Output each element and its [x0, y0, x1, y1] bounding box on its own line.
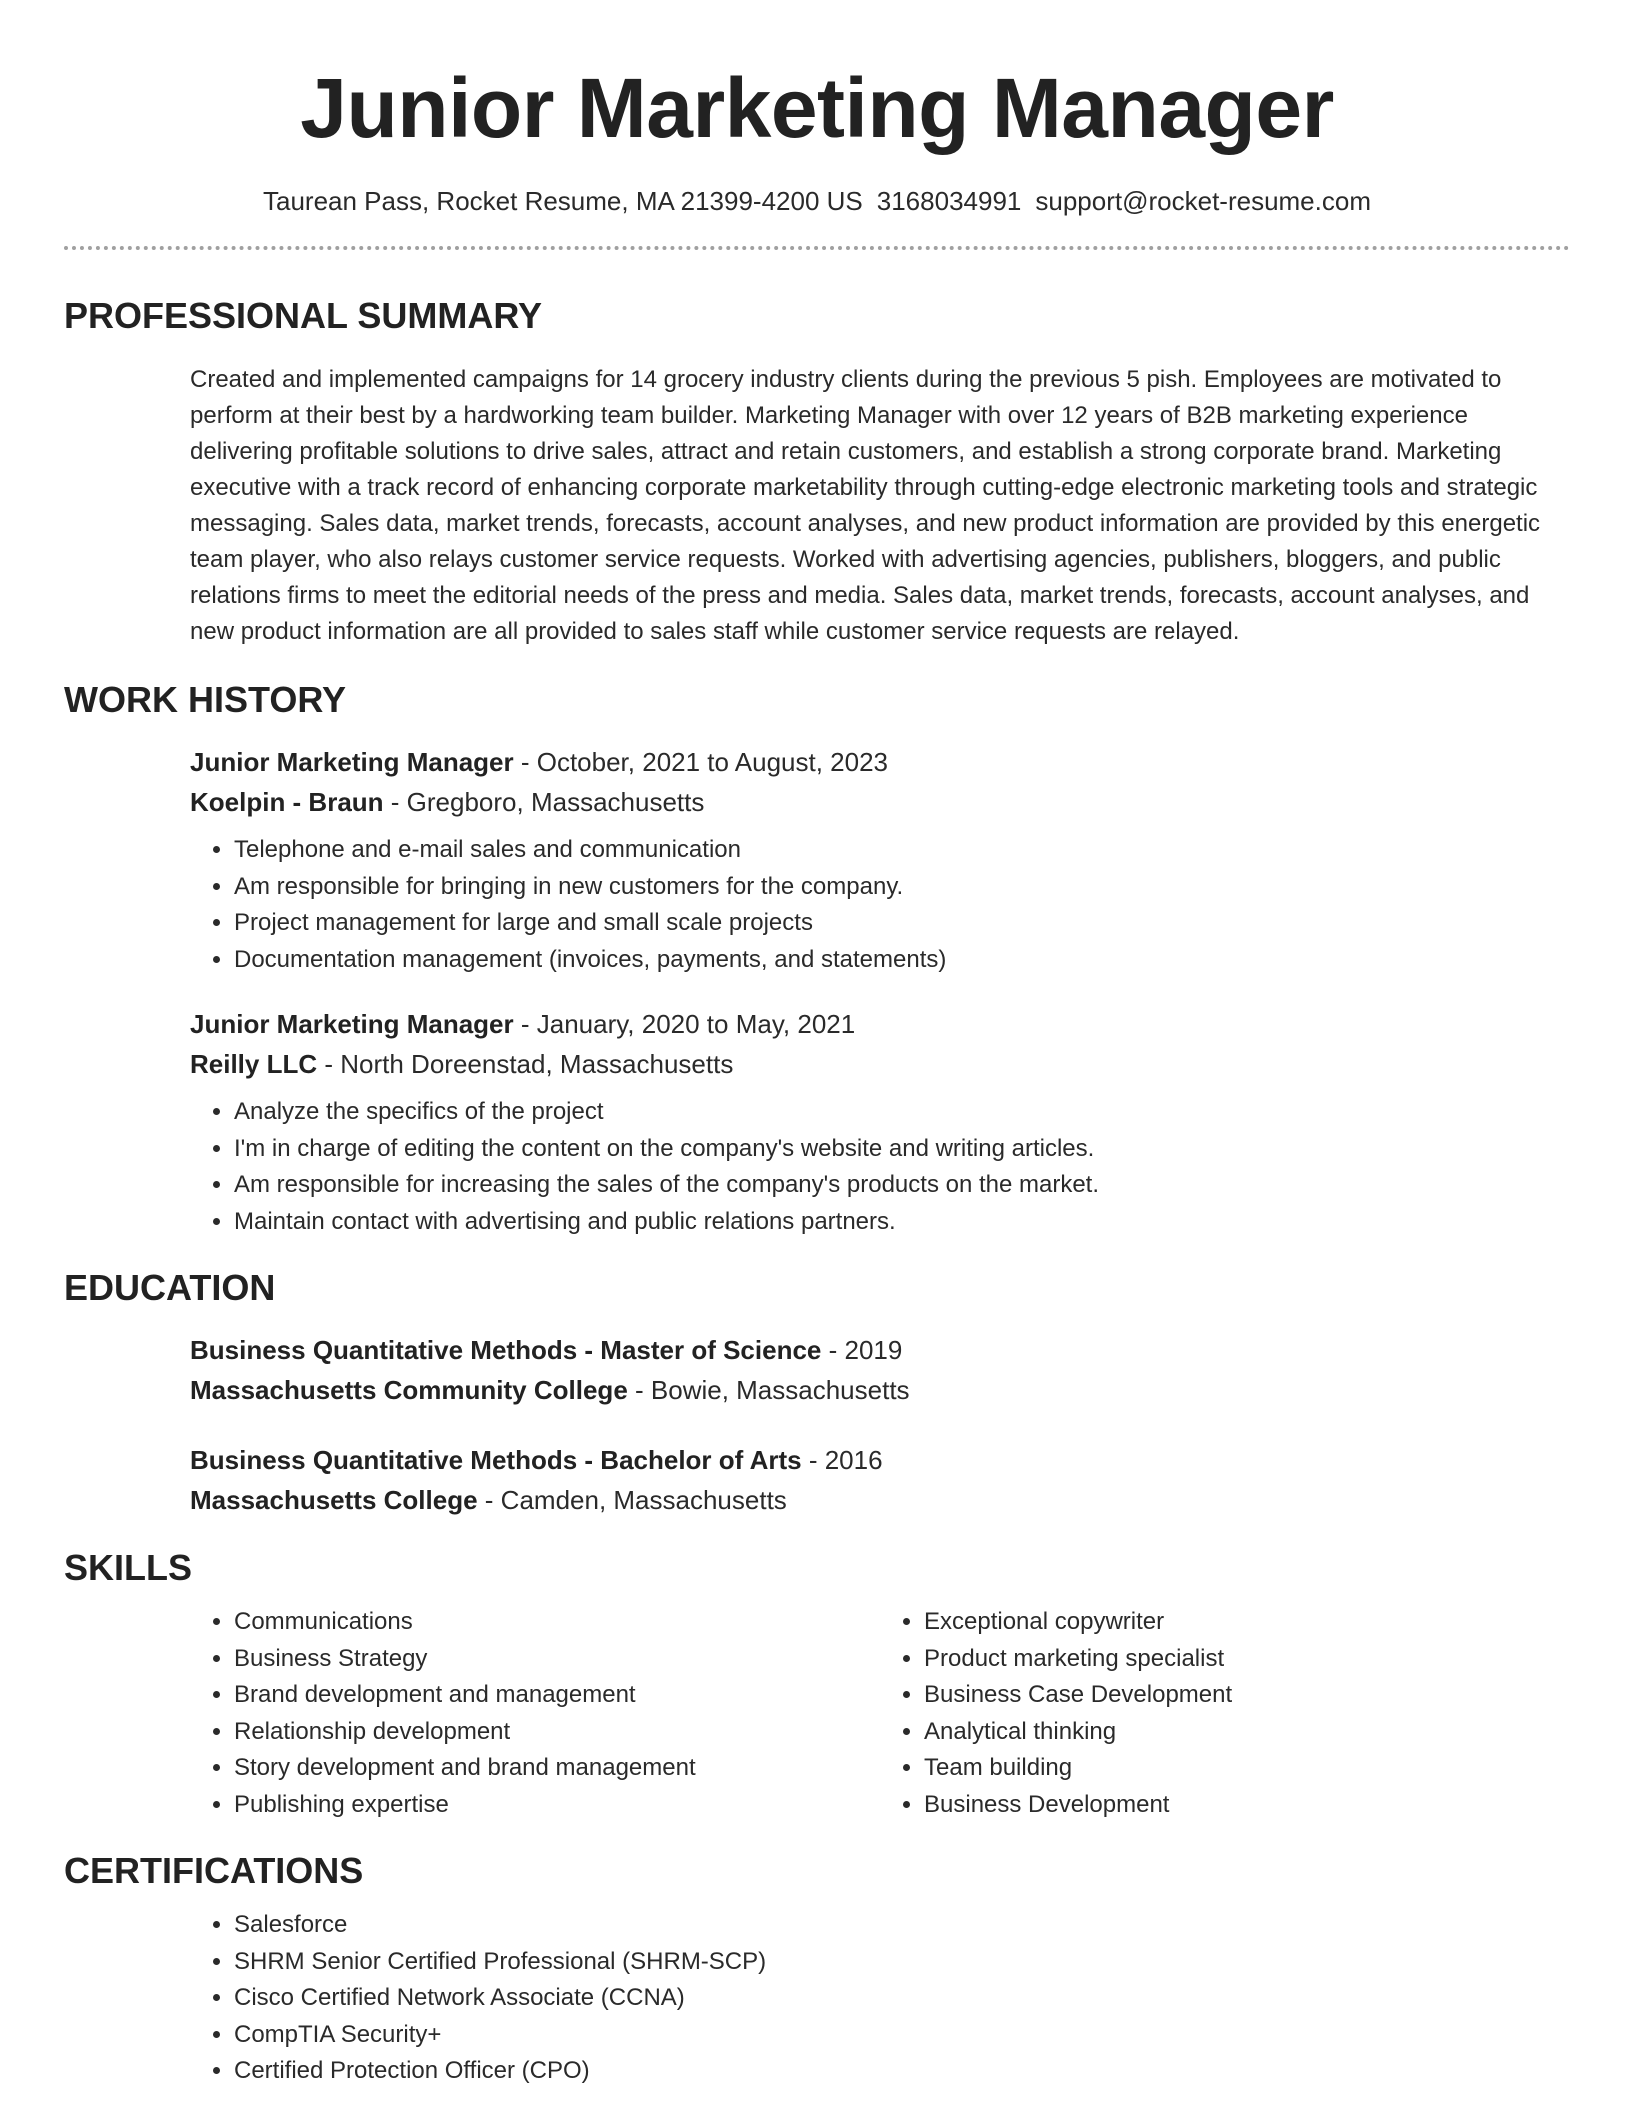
list-item: • Analyze the specifics of the project	[234, 1094, 1570, 1131]
degree-name: Business Quantitative Methods - Master of Science	[190, 1335, 822, 1365]
job-company-line	[190, 782, 1570, 822]
certifications-title: CERTIFICATIONS	[64, 1850, 364, 1891]
resume-page	[64, 0, 1570, 2090]
degree-year: - 2019	[821, 1335, 903, 1365]
education-title: EDUCATION	[64, 1267, 276, 1308]
degree-name: Business Quantitative Methods - Bachelor of Arts	[190, 1445, 802, 1475]
job-company: Reilly LLC	[190, 1049, 318, 1079]
contact-email: support@rocket-resume.com	[1035, 186, 1371, 216]
job-location: - Gregboro, Massachusetts	[383, 787, 705, 817]
certifications-body	[190, 1907, 1570, 2090]
job-company: Koelpin - Braun	[190, 787, 384, 817]
skills-list-right	[880, 1604, 1570, 1823]
skills-section	[64, 1546, 1570, 1823]
skills-grid	[190, 1604, 1570, 1823]
school-name: Massachusetts Community College	[190, 1375, 628, 1405]
list-item: • Cisco Certified Network Associate (CCNA)	[234, 1980, 1570, 2017]
work-section	[64, 678, 1570, 1240]
list-item: • Business Case Development	[924, 1677, 1570, 1714]
list-item: • Telephone and e-mail sales and communication	[234, 832, 1570, 869]
work-title: WORK HISTORY	[64, 679, 347, 720]
job-dates: - January, 2020 to May, 2021	[513, 1009, 856, 1039]
contact-phone: 3168034991	[876, 186, 1022, 216]
skills-list-left	[190, 1604, 880, 1823]
certifications-section	[64, 1849, 1570, 2090]
job-role: Junior Marketing Manager	[190, 1009, 514, 1039]
list-item: • Communications	[234, 1604, 880, 1641]
job-role-line	[190, 1004, 1570, 1044]
degree-line	[190, 1330, 1570, 1370]
list-item: • Brand development and management	[234, 1677, 880, 1714]
header-divider	[64, 246, 1570, 250]
list-item: • Certified Protection Officer (CPO)	[234, 2053, 1570, 2090]
degree-line	[190, 1440, 1570, 1480]
list-item: • I'm in charge of editing the content on the company's website and writing articles.	[234, 1131, 1570, 1168]
list-item: • Relationship development	[234, 1714, 880, 1751]
school-line	[190, 1480, 1570, 1520]
job-company-line	[190, 1044, 1570, 1084]
list-item: • Business Strategy	[234, 1641, 880, 1678]
degree-year: - 2016	[801, 1445, 883, 1475]
education-entry	[190, 1440, 1570, 1520]
contact-address: Taurean Pass, Rocket Resume, MA 21399-4200 US	[263, 186, 863, 216]
school-location: - Bowie, Massachusetts	[627, 1375, 910, 1405]
list-item: • Product marketing specialist	[924, 1641, 1570, 1678]
school-location: - Camden, Massachusetts	[477, 1485, 787, 1515]
job-bullets	[190, 832, 1570, 978]
list-item: • Analytical thinking	[924, 1714, 1570, 1751]
list-item: • Story development and brand management	[234, 1750, 880, 1787]
list-item: • Maintain contact with advertising and public relations partners.	[234, 1204, 1570, 1241]
resume-name: Junior Marketing Manager	[300, 61, 1334, 155]
list-item: • Am responsible for increasing the sales of the company's products on the market.	[234, 1167, 1570, 1204]
job-entry	[190, 1004, 1570, 1240]
summary-text: Created and implemented campaigns for 14 grocery industry clients during the previous 5 pish. Employees are motivated to perform at their best by a hardworking team builder. Marketing Manager with over 12 years of B2B marketing experience delivering profitable solutions to drive sales, attract and retain customers, and establish a strong corporate brand. Marketing executive with a track record of enhancing corporate marketability through cutting-edge electronic marketing tools and strategic messaging. Sales data, market trends, forecasts, account analyses, and new product information are provided by this energetic team player, who also relays customer service requests. Worked with advertising agencies, publishers, bloggers, and public relations firms to meet the editorial needs of the press and media. Sales data, market trends, forecasts, account analyses, and new product information are all provided to sales staff while customer service requests are relayed.	[190, 366, 1541, 645]
contact-line	[64, 184, 1570, 218]
job-bullets	[190, 1094, 1570, 1240]
summary-section	[64, 294, 1570, 650]
list-item: • Team building	[924, 1750, 1570, 1787]
list-item: • SHRM Senior Certified Professional (SHRM-SCP)	[234, 1944, 1570, 1981]
certifications-list	[190, 1907, 1570, 2090]
list-item: • CompTIA Security+	[234, 2017, 1570, 2054]
skills-title: SKILLS	[64, 1547, 193, 1588]
list-item: • Am responsible for bringing in new customers for the company.	[234, 869, 1570, 906]
job-role-line	[190, 742, 1570, 782]
job-location: - North Doreenstad, Massachusetts	[317, 1049, 734, 1079]
education-section	[64, 1266, 1570, 1520]
list-item: • Business Development	[924, 1787, 1570, 1824]
job-role: Junior Marketing Manager	[190, 747, 514, 777]
list-item: • Project management for large and small scale projects	[234, 905, 1570, 942]
education-entry	[190, 1330, 1570, 1410]
summary-title: PROFESSIONAL SUMMARY	[64, 295, 543, 336]
school-name: Massachusetts College	[190, 1485, 478, 1515]
school-line	[190, 1370, 1570, 1410]
list-item: • Salesforce	[234, 1907, 1570, 1944]
list-item: • Documentation management (invoices, payments, and statements)	[234, 942, 1570, 979]
list-item: • Publishing expertise	[234, 1787, 880, 1824]
job-entry	[190, 742, 1570, 978]
job-dates: - October, 2021 to August, 2023	[513, 747, 888, 777]
list-item: • Exceptional copywriter	[924, 1604, 1570, 1641]
